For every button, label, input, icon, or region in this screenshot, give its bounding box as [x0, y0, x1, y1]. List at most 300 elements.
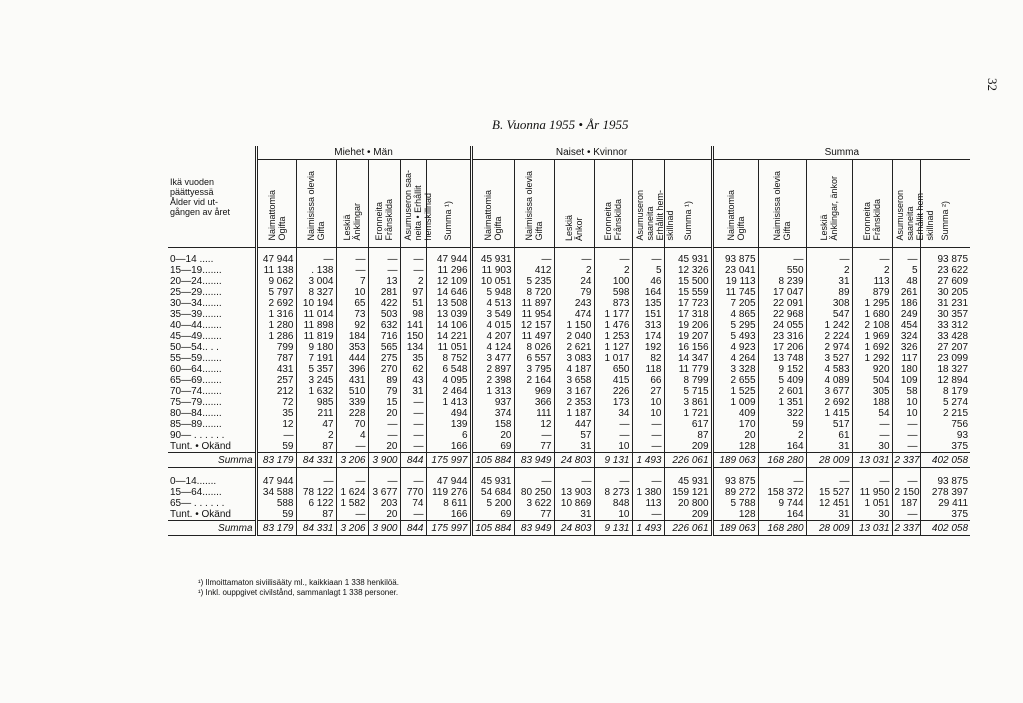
table-cell: 83 949 — [514, 453, 554, 468]
table-cell: 128 — [712, 441, 758, 453]
table-cell: 1 253 — [594, 331, 632, 342]
table-cell: 69 — [471, 441, 514, 453]
table-cell: 1 150 — [554, 320, 594, 331]
table-cell: 77 — [514, 441, 554, 453]
column-header — [471, 160, 514, 248]
table-cell: 5 — [632, 265, 664, 276]
table-cell: . 138 — [296, 265, 336, 276]
table-cell: 6 122 — [296, 498, 336, 509]
table-cell: 3 677 — [368, 487, 400, 498]
table-cell: 17 723 — [664, 298, 712, 309]
table-row — [168, 342, 970, 353]
table-cell: 770 — [400, 487, 426, 498]
table-cell: 4 124 — [471, 342, 514, 353]
table-cell: 93 — [920, 430, 970, 441]
row-label: 45—49....... — [170, 331, 222, 342]
table-row — [168, 375, 970, 386]
table-cell: 2 164 — [514, 375, 554, 386]
table-cell: — — [892, 476, 920, 487]
column-header — [368, 160, 400, 248]
table-cell: 873 — [594, 298, 632, 309]
table-cell: — — [632, 441, 664, 453]
subheader-row — [168, 160, 970, 248]
table-cell: — — [632, 419, 664, 430]
table-cell: 73 — [336, 309, 368, 320]
column-header — [256, 160, 296, 248]
row-label: 70—74....... — [170, 386, 222, 397]
spacer-row — [168, 468, 970, 477]
table-cell: — — [400, 441, 426, 453]
table-cell: 353 — [336, 342, 368, 353]
table-cell: 2 — [296, 430, 336, 441]
table-cell: 151 — [632, 309, 664, 320]
table-cell: 84 331 — [296, 521, 336, 536]
statistics-table-container — [168, 146, 970, 536]
table-cell: 6 — [426, 430, 471, 441]
table-cell: 5 409 — [758, 375, 806, 386]
table-cell: 3 167 — [554, 386, 594, 397]
table-cell: 3 245 — [296, 375, 336, 386]
footnotes — [198, 578, 399, 598]
table-cell: 7 191 — [296, 353, 336, 364]
table-cell: 2 601 — [758, 386, 806, 397]
table-cell: — — [368, 430, 400, 441]
table-cell: 5 200 — [471, 498, 514, 509]
column-header-label: Naimattomia Ogifta — [725, 190, 746, 241]
table-cell: 8 179 — [920, 386, 970, 397]
table-cell: 54 684 — [471, 487, 514, 498]
table-cell: 10 — [594, 509, 632, 521]
row-label: 25—29....... — [170, 287, 222, 298]
table-cell: 113 — [852, 276, 892, 287]
group-header-men: Miehet • Män — [256, 146, 471, 160]
table-cell: 17 047 — [758, 287, 806, 298]
table-cell: 5 295 — [712, 320, 758, 331]
table-cell: 87 — [296, 509, 336, 521]
table-cell: — — [514, 476, 554, 487]
table-cell: 113 — [632, 498, 664, 509]
column-header-label: Eronneita Frånskilda — [862, 199, 883, 241]
table-cell: 45 931 — [471, 476, 514, 487]
table-cell: 66 — [632, 375, 664, 386]
table-cell: 12 — [256, 419, 296, 430]
table-cell: 1 624 — [336, 487, 368, 498]
table-cell: 5 357 — [296, 364, 336, 375]
table-cell: 69 — [471, 509, 514, 521]
table-cell: 2 974 — [806, 342, 852, 353]
table-cell: 30 357 — [920, 309, 970, 320]
table-cell: 109 — [892, 375, 920, 386]
table-cell: 412 — [514, 265, 554, 276]
table-body — [168, 248, 970, 536]
table-cell: — — [400, 476, 426, 487]
table-cell: 105 884 — [471, 453, 514, 468]
table-cell: 278 397 — [920, 487, 970, 498]
table-cell: — — [594, 248, 632, 266]
table-cell: — — [632, 476, 664, 487]
table-row — [168, 287, 970, 298]
table-cell: 1 127 — [594, 342, 632, 353]
table-cell: 326 — [892, 342, 920, 353]
column-header-label: Leskiä Änklingar, änkor — [819, 176, 840, 241]
table-cell: 8 026 — [514, 342, 554, 353]
table-cell: 1 493 — [632, 521, 664, 536]
table-cell: 58 — [892, 386, 920, 397]
table-cell: 45 931 — [664, 248, 712, 266]
table-cell: — — [806, 248, 852, 266]
table-cell: 48 — [892, 276, 920, 287]
table-cell: 14 106 — [426, 320, 471, 331]
table-cell: 135 — [632, 298, 664, 309]
table-cell: — — [594, 476, 632, 487]
row-label: 15—19....... — [170, 265, 222, 276]
table-cell: 2 692 — [256, 298, 296, 309]
table-cell: — — [892, 441, 920, 453]
table-cell: 31 — [554, 441, 594, 453]
table-cell: — — [336, 441, 368, 453]
footnote-sv: ¹) Inkl. ouppgivet civilstånd, sammanlagt 1 338 personer. — [198, 588, 399, 597]
table-cell: 1 582 — [336, 498, 368, 509]
table-cell: 1 242 — [806, 320, 852, 331]
table-row — [168, 248, 970, 266]
table-cell: 47 — [296, 419, 336, 430]
table-cell: 23 041 — [712, 265, 758, 276]
column-header-label: Leskiä Änklingar — [342, 203, 362, 241]
table-cell: 6 557 — [514, 353, 554, 364]
table-cell: 2 — [554, 265, 594, 276]
row-label: 65— . . . . . . — [170, 498, 225, 509]
table-cell: 1 017 — [594, 353, 632, 364]
table-cell: 8 799 — [664, 375, 712, 386]
row-label: 15—64....... — [170, 487, 222, 498]
column-header-label: Leskiä Änkor — [564, 214, 584, 241]
table-cell: 402 058 — [920, 521, 970, 536]
column-header — [514, 160, 554, 248]
table-cell: 920 — [852, 364, 892, 375]
table-row — [168, 364, 970, 375]
table-cell: 5 235 — [514, 276, 554, 287]
table-cell: 77 — [514, 509, 554, 521]
table-cell: 158 — [471, 419, 514, 430]
table-cell: 19 206 — [664, 320, 712, 331]
column-header — [554, 160, 594, 248]
table-cell: 19 113 — [712, 276, 758, 287]
table-cell: 4 187 — [554, 364, 594, 375]
table-cell: 34 — [594, 408, 632, 419]
table-cell: 30 — [852, 509, 892, 521]
table-row — [168, 487, 970, 498]
table-cell: 2 337 — [892, 521, 920, 536]
table-cell: 175 997 — [426, 453, 471, 468]
table-cell: 12 157 — [514, 320, 554, 331]
table-cell: 192 — [632, 342, 664, 353]
table-cell: 3 004 — [296, 276, 336, 287]
table-cell: 15 527 — [806, 487, 852, 498]
table-cell: 375 — [920, 441, 970, 453]
table-row — [168, 386, 970, 397]
table-cell: 650 — [594, 364, 632, 375]
table-cell: — — [852, 430, 892, 441]
table-cell: 844 — [400, 521, 426, 536]
table-cell: 100 — [594, 276, 632, 287]
table-cell: 2 897 — [471, 364, 514, 375]
table-cell: 158 372 — [758, 487, 806, 498]
table-cell: 3 658 — [554, 375, 594, 386]
table-cell: 174 — [632, 331, 664, 342]
table-cell: 270 — [368, 364, 400, 375]
table-cell: 27 207 — [920, 342, 970, 353]
group-header-total: Summa — [712, 146, 970, 160]
table-cell: — — [892, 248, 920, 266]
table-cell: 12 109 — [426, 276, 471, 287]
table-cell: — — [400, 430, 426, 441]
table-cell: 12 — [514, 419, 554, 430]
table-cell: 9 131 — [594, 453, 632, 468]
table-cell: 879 — [852, 287, 892, 298]
table-cell: 209 — [664, 441, 712, 453]
table-cell: 17 206 — [758, 342, 806, 353]
column-header — [852, 160, 892, 248]
table-cell: 24 803 — [554, 453, 594, 468]
table-cell: 180 — [892, 364, 920, 375]
table-cell: — — [554, 248, 594, 266]
table-cell: 20 800 — [664, 498, 712, 509]
table-cell: 84 331 — [296, 453, 336, 468]
table-cell: 374 — [471, 408, 514, 419]
table-cell: — — [336, 265, 368, 276]
table-cell: 11 014 — [296, 309, 336, 320]
table-cell: 402 058 — [920, 453, 970, 468]
table-cell: 22 968 — [758, 309, 806, 320]
table-cell: 79 — [554, 287, 594, 298]
table-cell: 47 944 — [426, 248, 471, 266]
table-cell: 13 031 — [852, 521, 892, 536]
table-cell: 184 — [336, 331, 368, 342]
table-cell: 308 — [806, 298, 852, 309]
table-cell: 5 797 — [256, 287, 296, 298]
table-cell: 11 954 — [514, 309, 554, 320]
table-cell: — — [336, 476, 368, 487]
table-cell: 1 292 — [852, 353, 892, 364]
table-cell: 8 720 — [514, 287, 554, 298]
table-cell: 324 — [892, 331, 920, 342]
table-cell: 11 745 — [712, 287, 758, 298]
table-cell: 78 122 — [296, 487, 336, 498]
table-cell: 20 — [471, 430, 514, 441]
table-cell: 1 632 — [296, 386, 336, 397]
table-cell: 11 903 — [471, 265, 514, 276]
column-header-label: Summa ¹) — [682, 201, 693, 241]
table-cell: 62 — [400, 364, 426, 375]
table-row — [168, 476, 970, 487]
table-cell: 588 — [256, 498, 296, 509]
table-cell: 117 — [892, 353, 920, 364]
table-cell: — — [632, 248, 664, 266]
table-cell: 11 897 — [514, 298, 554, 309]
table-cell: — — [892, 509, 920, 521]
table-cell: — — [336, 509, 368, 521]
table-cell: 93 875 — [712, 476, 758, 487]
row-label: 35—39....... — [170, 309, 222, 320]
group-header-women: Naiset • Kvinnor — [471, 146, 712, 160]
table-cell: 150 — [400, 331, 426, 342]
table-cell: 87 — [664, 430, 712, 441]
table-cell: 61 — [806, 430, 852, 441]
table-cell: 12 894 — [920, 375, 970, 386]
table-cell: 97 — [400, 287, 426, 298]
table-cell: 14 347 — [664, 353, 712, 364]
table-cell: 2 224 — [806, 331, 852, 342]
table-cell: 59 — [758, 419, 806, 430]
table-cell: 787 — [256, 353, 296, 364]
table-cell: 1 721 — [664, 408, 712, 419]
table-cell: 92 — [336, 320, 368, 331]
table-cell: 447 — [554, 419, 594, 430]
table-cell: 189 063 — [712, 521, 758, 536]
table-cell: 1 316 — [256, 309, 296, 320]
table-cell: 1 286 — [256, 331, 296, 342]
table-cell: 1 476 — [594, 320, 632, 331]
table-cell: 23 622 — [920, 265, 970, 276]
table-cell: 2 — [594, 265, 632, 276]
table-cell: 2 621 — [554, 342, 594, 353]
row-label: Summa — [168, 453, 256, 468]
table-cell: 3 083 — [554, 353, 594, 364]
table-cell: 80 250 — [514, 487, 554, 498]
table-cell: 7 205 — [712, 298, 758, 309]
table-cell: 2 — [400, 276, 426, 287]
row-label: 55—59....... — [170, 353, 222, 364]
table-cell: 89 — [806, 287, 852, 298]
table-cell: 848 — [594, 498, 632, 509]
table-cell: 3 795 — [514, 364, 554, 375]
table-title: B. Vuonna 1955 • År 1955 — [492, 117, 629, 132]
table-cell: — — [758, 248, 806, 266]
table-cell: 17 318 — [664, 309, 712, 320]
row-label: 80—84....... — [170, 408, 222, 419]
table-cell: 547 — [806, 309, 852, 320]
table-cell: 8 273 — [594, 487, 632, 498]
table-cell: 18 327 — [920, 364, 970, 375]
table-cell: 24 055 — [758, 320, 806, 331]
table-cell: 175 997 — [426, 521, 471, 536]
column-header — [632, 160, 675, 248]
table-cell: 5 493 — [712, 331, 758, 342]
table-cell: 844 — [400, 453, 426, 468]
table-cell: 9 131 — [594, 521, 632, 536]
row-label: 30—34....... — [170, 298, 222, 309]
table-cell: 454 — [892, 320, 920, 331]
table-cell: 186 — [892, 298, 920, 309]
table-row — [168, 298, 970, 309]
table-cell: 89 — [368, 375, 400, 386]
table-cell: 27 609 — [920, 276, 970, 287]
table-cell: 20 — [368, 509, 400, 521]
table-cell: 4 513 — [471, 298, 514, 309]
table-cell: 203 — [368, 498, 400, 509]
table-cell: 2 464 — [426, 386, 471, 397]
table-cell: 617 — [664, 419, 712, 430]
table-cell: 281 — [368, 287, 400, 298]
column-header-label: Asumuseron saa- neita • Erhållit hemskillnad — [402, 170, 433, 241]
table-cell: 11 950 — [852, 487, 892, 498]
table-row — [168, 397, 970, 408]
table-cell: 550 — [758, 265, 806, 276]
table-cell: 8 752 — [426, 353, 471, 364]
table-cell: 11 898 — [296, 320, 336, 331]
table-cell: 83 179 — [256, 521, 296, 536]
table-row — [168, 408, 970, 419]
table-cell: — — [632, 430, 664, 441]
table-cell: 2 — [806, 265, 852, 276]
table-cell: 1 692 — [852, 342, 892, 353]
table-cell: 74 — [400, 498, 426, 509]
row-label: 0—14....... — [170, 476, 217, 487]
table-row — [168, 441, 970, 453]
table-cell: 1 413 — [426, 397, 471, 408]
table-row — [168, 430, 970, 441]
table-cell: 70 — [336, 419, 368, 430]
table-cell: 2 692 — [806, 397, 852, 408]
row-label: 40—44....... — [170, 320, 222, 331]
table-cell: 11 497 — [514, 331, 554, 342]
table-cell: 716 — [368, 331, 400, 342]
table-cell: 119 276 — [426, 487, 471, 498]
table-cell: 4 015 — [471, 320, 514, 331]
table-cell: 93 875 — [712, 248, 758, 266]
table-cell: 1 313 — [471, 386, 514, 397]
table-cell: 164 — [758, 441, 806, 453]
table-cell: 34 588 — [256, 487, 296, 498]
table-cell: 2 215 — [920, 408, 970, 419]
table-cell: 9 152 — [758, 364, 806, 375]
table-cell: — — [892, 430, 920, 441]
table-cell: 4 095 — [426, 375, 471, 386]
column-header — [806, 160, 852, 248]
table-cell: 415 — [594, 375, 632, 386]
row-label: 20—24....... — [170, 276, 222, 287]
table-cell: 9 062 — [256, 276, 296, 287]
table-cell: 83 179 — [256, 453, 296, 468]
table-cell: 226 061 — [664, 521, 712, 536]
row-label: 75—79....... — [170, 397, 222, 408]
table-cell: — — [400, 419, 426, 430]
table-row — [168, 509, 970, 521]
table-cell: 5 948 — [471, 287, 514, 298]
table-cell: 79 — [368, 386, 400, 397]
table-cell: — — [400, 509, 426, 521]
table-cell: 1 380 — [632, 487, 664, 498]
table-cell: — — [852, 419, 892, 430]
table-cell: 59 — [256, 441, 296, 453]
table-cell: 3 527 — [806, 353, 852, 364]
table-cell: 10 — [892, 408, 920, 419]
table-cell: 1 969 — [852, 331, 892, 342]
table-cell: 1 009 — [712, 397, 758, 408]
table-cell: 8 611 — [426, 498, 471, 509]
column-header-label: Eronneita Frånskilda — [603, 199, 623, 241]
table-cell: 15 500 — [664, 276, 712, 287]
table-cell: — — [336, 248, 368, 266]
table-cell: — — [256, 430, 296, 441]
table-cell: 24 — [554, 276, 594, 287]
table-cell: 46 — [632, 276, 664, 287]
table-cell: 13 039 — [426, 309, 471, 320]
table-cell: 168 280 — [758, 521, 806, 536]
row-label: 65—69....... — [170, 375, 222, 386]
table-cell: 4 — [336, 430, 368, 441]
table-cell: 10 869 — [554, 498, 594, 509]
